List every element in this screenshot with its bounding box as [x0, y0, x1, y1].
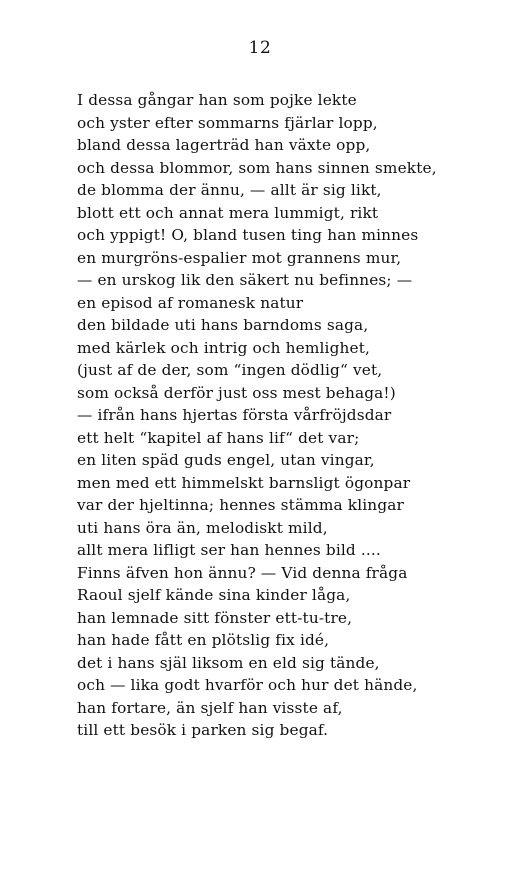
poem-line: I dessa gångar han som pojke lekte [77, 91, 357, 109]
poem-line: och yster efter sommarns fjärlar lopp, [77, 113, 378, 132]
poem-line: han hade fått en plötslig fix idé, [77, 631, 330, 649]
poem-line: — en urskog lik den säkert nu befinnes; — [77, 271, 413, 289]
poem-line: de blomma der ännu, — allt är sig likt, [77, 181, 382, 199]
poem-line: som också derför just oss mest behaga!) [77, 383, 396, 402]
poem-line: blott ett och annat mera lummigt, rikt [77, 203, 379, 222]
poem-line: den bildade uti hans barndoms saga, [77, 316, 369, 334]
page-number: 12 [248, 38, 272, 58]
poem-line: och — lika godt hvarför och hur det hände, [77, 676, 418, 694]
poem-line: en episod af romanesk natur [77, 293, 304, 312]
poem-line: — ifrån hans hjertas första vårfröjdsdar [77, 406, 392, 424]
poem-line: var der hjeltinna; hennes stämma klingar [77, 496, 404, 514]
poem-line: och yppigt! O, bland tusen ting han minnes [77, 226, 419, 244]
poem-line: och dessa blommor, som hans sinnen smekte, [77, 158, 437, 177]
poem-line: Finns äfven hon ännu? — Vid denna fråga [77, 563, 408, 582]
poem-line: det i hans själ liksom en eld sig tände, [77, 653, 380, 672]
poem-line: bland dessa lagerträd han växte opp, [77, 136, 371, 154]
poem-line: med kärlek och intrig och hemlighet, [77, 338, 371, 357]
poem-line: en liten späd guds engel, utan vingar, [77, 451, 375, 469]
poem-line: till ett besök i parken sig begaf. [77, 721, 329, 739]
poem-line: han fortare, än sjelf han visste af, [77, 698, 343, 717]
poem-line: Raoul sjelf kände sina kinder låga, [77, 586, 351, 604]
poem-line: men med ett himmelskt barnsligt ögonpar [77, 473, 411, 492]
poem-text [77, 89, 497, 742]
poem-line: ett helt “kapitel af hans lif“ det var; [77, 428, 360, 447]
poem-line: uti hans öra än, melodiskt mild, [77, 518, 328, 537]
poem-line: (just af de der, som “ingen dödlig“ vet, [77, 361, 383, 379]
poem-line: han lemnade sitt fönster ett-tu-tre, [77, 608, 353, 627]
poem-line: allt mera lifligt ser han hennes bild .... [77, 541, 381, 559]
poem-line: en murgröns-espalier mot grannens mur, [77, 248, 402, 267]
